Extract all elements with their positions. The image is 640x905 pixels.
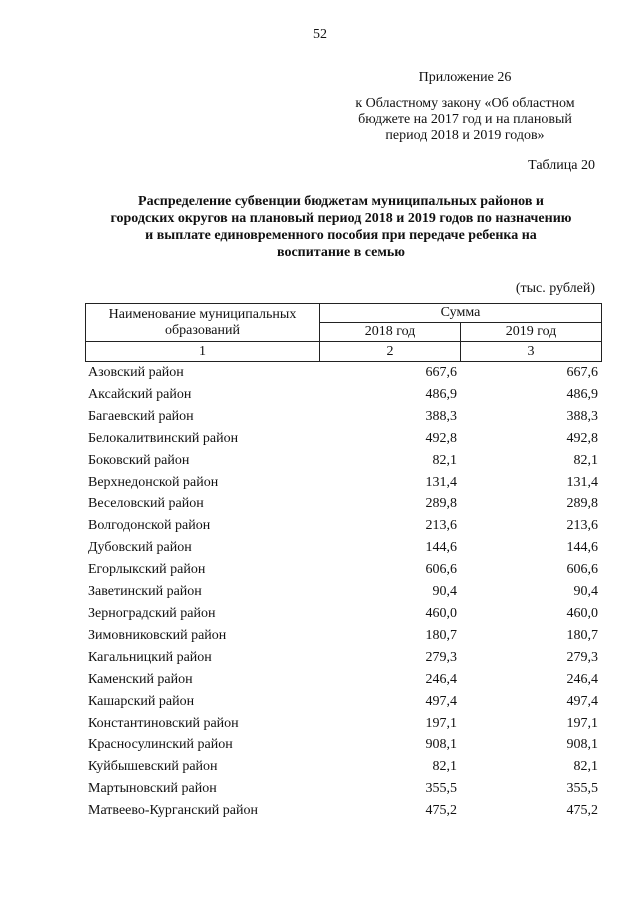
row-value-2018: 246,4 bbox=[425, 671, 457, 687]
row-value-2019: 180,7 bbox=[566, 627, 598, 643]
table-row bbox=[85, 647, 601, 669]
table-row bbox=[85, 559, 601, 581]
table-header bbox=[85, 303, 602, 362]
document-title bbox=[80, 193, 602, 261]
row-value-2019: 355,5 bbox=[566, 781, 598, 797]
row-value-2018: 82,1 bbox=[432, 452, 457, 468]
title-line-2: городских округов на плановый период 2018 и 2019 годов по назначению bbox=[110, 211, 572, 226]
row-value-2019: 213,6 bbox=[566, 518, 598, 534]
header-colnum-1: 1 bbox=[86, 342, 320, 362]
row-name: Кашарский район bbox=[88, 693, 195, 709]
row-value-2019: 388,3 bbox=[566, 408, 598, 424]
row-name: Веселовский район bbox=[88, 496, 204, 512]
header-colnum-2: 2 bbox=[320, 342, 461, 362]
row-name: Куйбышевский район bbox=[88, 759, 218, 775]
row-value-2019: 90,4 bbox=[573, 584, 598, 600]
table-row bbox=[85, 472, 601, 494]
row-value-2019: 289,8 bbox=[566, 496, 598, 512]
appendix-line-3: период 2018 и 2019 годов» bbox=[385, 128, 545, 143]
row-name: Мартыновский район bbox=[88, 781, 217, 797]
table-row bbox=[85, 493, 601, 515]
row-value-2019: 144,6 bbox=[566, 540, 598, 556]
title-line-1: Распределение субвенции бюджетам муниципальных районов и bbox=[138, 194, 544, 209]
table-row bbox=[85, 428, 601, 450]
row-name: Заветинский район bbox=[88, 584, 202, 600]
row-name: Матвеево-Курганский район bbox=[88, 803, 258, 819]
header-name-column bbox=[86, 304, 320, 342]
row-value-2018: 82,1 bbox=[432, 759, 457, 775]
row-value-2019: 486,9 bbox=[566, 386, 598, 402]
table-row bbox=[85, 362, 601, 384]
row-name: Каменский район bbox=[88, 671, 193, 687]
table-row bbox=[85, 384, 601, 406]
row-name: Волгодонской район bbox=[88, 518, 211, 534]
table-row bbox=[85, 778, 601, 800]
row-name: Егорлыкский район bbox=[88, 562, 206, 578]
row-name: Кагальницкий район bbox=[88, 649, 212, 665]
row-value-2019: 460,0 bbox=[566, 605, 598, 621]
appendix-title: Приложение 26 bbox=[418, 70, 512, 85]
row-value-2018: 492,8 bbox=[425, 430, 457, 446]
row-value-2018: 388,3 bbox=[425, 408, 457, 424]
row-value-2019: 606,6 bbox=[566, 562, 598, 578]
table-row bbox=[85, 669, 601, 691]
table-row bbox=[85, 756, 601, 778]
row-value-2018: 289,8 bbox=[425, 496, 457, 512]
table-row bbox=[85, 537, 601, 559]
table-number: Таблица 20 bbox=[528, 158, 595, 173]
row-value-2019: 246,4 bbox=[566, 671, 598, 687]
row-value-2018: 355,5 bbox=[425, 781, 457, 797]
page-number: 52 bbox=[313, 27, 327, 42]
row-value-2018: 180,7 bbox=[425, 627, 457, 643]
header-year-2018: 2018 год bbox=[320, 323, 461, 342]
row-value-2018: 486,9 bbox=[425, 386, 457, 402]
row-name: Красносулинский район bbox=[88, 737, 233, 753]
row-value-2019: 497,4 bbox=[566, 693, 598, 709]
title-line-3: и выплате единовременного пособия при передаче ребенка на bbox=[145, 228, 537, 243]
row-value-2019: 279,3 bbox=[566, 649, 598, 665]
row-value-2018: 197,1 bbox=[425, 715, 457, 731]
row-value-2018: 279,3 bbox=[425, 649, 457, 665]
row-name: Верхнедонской район bbox=[88, 474, 219, 490]
row-value-2018: 475,2 bbox=[425, 803, 457, 819]
table-row bbox=[85, 713, 601, 735]
row-value-2018: 460,0 bbox=[425, 605, 457, 621]
row-value-2019: 131,4 bbox=[566, 474, 598, 490]
row-value-2018: 667,6 bbox=[425, 365, 457, 380]
row-name: Зимовниковский район bbox=[88, 627, 227, 643]
row-name: Константиновский район bbox=[88, 715, 239, 731]
row-name: Зерноградский район bbox=[88, 605, 216, 621]
row-name: Дубовский район bbox=[88, 540, 192, 556]
row-value-2018: 497,4 bbox=[425, 693, 457, 709]
header-colnum-3: 3 bbox=[461, 342, 602, 362]
header-name-line-2: образований bbox=[165, 322, 240, 338]
header-year-2019: 2019 год bbox=[461, 323, 602, 342]
table-row bbox=[85, 625, 601, 647]
row-value-2018: 606,6 bbox=[425, 562, 457, 578]
row-name: Аксайский район bbox=[88, 386, 192, 402]
header-name-line-1: Наименование муниципальных bbox=[108, 306, 297, 322]
table-row bbox=[85, 603, 601, 625]
appendix-line-1: к Областному закону «Об областном bbox=[355, 96, 575, 111]
row-value-2019: 82,1 bbox=[573, 759, 598, 775]
header-sum: Сумма bbox=[320, 304, 602, 323]
table-row bbox=[85, 515, 601, 537]
row-value-2019: 475,2 bbox=[566, 803, 598, 819]
row-name: Багаевский район bbox=[88, 408, 194, 424]
row-value-2019: 667,6 bbox=[566, 365, 598, 380]
row-value-2018: 213,6 bbox=[425, 518, 457, 534]
row-value-2018: 131,4 bbox=[425, 474, 457, 490]
row-value-2018: 144,6 bbox=[425, 540, 457, 556]
table-row bbox=[85, 691, 601, 713]
row-value-2019: 908,1 bbox=[566, 737, 598, 753]
units-label: (тыс. рублей) bbox=[515, 281, 595, 296]
appendix-block bbox=[330, 70, 600, 144]
row-value-2019: 197,1 bbox=[566, 715, 598, 731]
data-table bbox=[85, 362, 601, 822]
row-value-2018: 908,1 bbox=[425, 737, 457, 753]
row-value-2018: 90,4 bbox=[432, 584, 457, 600]
title-line-4: воспитание в семью bbox=[276, 245, 405, 260]
row-name: Боковский район bbox=[88, 452, 190, 468]
appendix-line-2: бюджете на 2017 год и на плановый bbox=[358, 112, 572, 127]
table-row bbox=[85, 406, 601, 428]
table-row bbox=[85, 800, 601, 822]
row-name: Азовский район bbox=[88, 365, 184, 380]
table-row bbox=[85, 734, 601, 756]
row-name: Белокалитвинский район bbox=[88, 430, 239, 446]
table-row bbox=[85, 581, 601, 603]
row-value-2019: 492,8 bbox=[566, 430, 598, 446]
row-value-2019: 82,1 bbox=[573, 452, 598, 468]
table-row bbox=[85, 450, 601, 472]
